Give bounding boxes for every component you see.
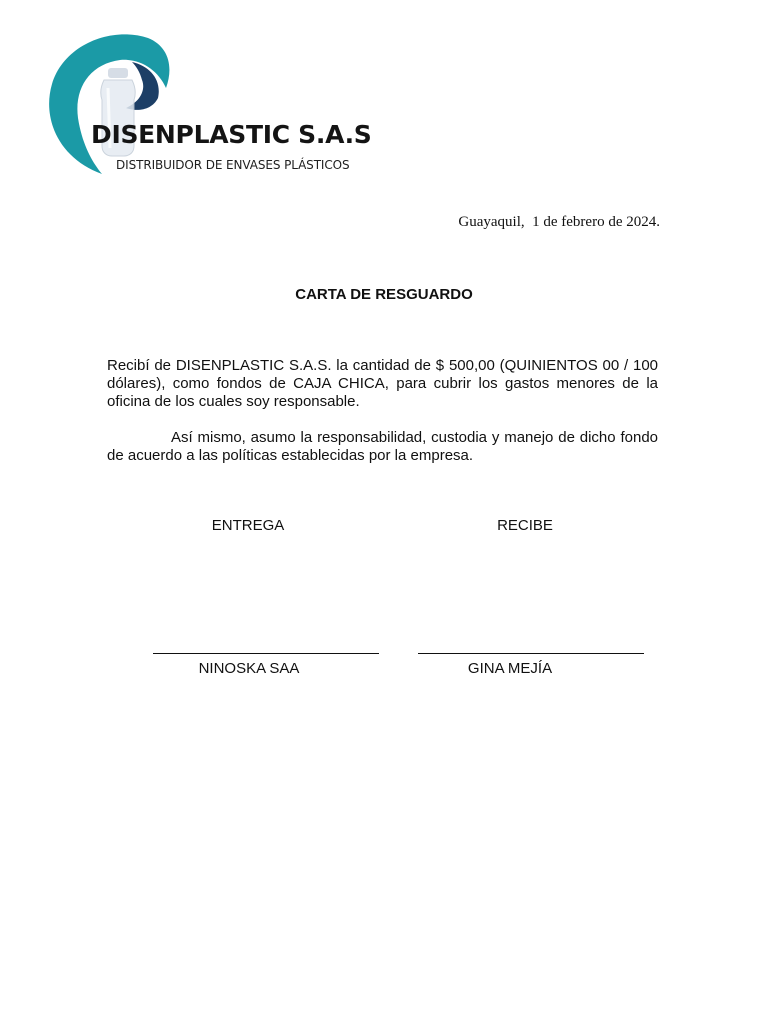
company-name: DISENPLASTIC S.A.S — [91, 120, 372, 149]
company-tagline: DISTRIBUIDOR DE ENVASES PLÁSTICOS — [116, 158, 350, 172]
role-entrega: ENTREGA — [211, 517, 285, 534]
signer-name-left: NINOSKA SAA — [198, 660, 300, 677]
signature-line-left — [153, 653, 379, 654]
body-paragraph-2: Así mismo, asumo la responsabilidad, custodia y manejo de dicho fondo de acuerdo a las políticas establecidas por la empresa. — [107, 429, 658, 464]
signature-line-right — [418, 653, 644, 654]
date-line: Guayaquil, 1 de febrero de 2024. — [458, 214, 660, 230]
document-title: CARTA DE RESGUARDO — [295, 286, 473, 303]
signer-name-right: GINA MEJÍA — [467, 660, 553, 677]
role-recibe: RECIBE — [497, 517, 553, 534]
plastic-bottle-swirl-logo-icon — [40, 26, 180, 176]
body-paragraph-1: Recibí de DISENPLASTIC S.A.S. la cantidad de $ 500,00 (QUINIENTOS 00 / 100 dólares), como fondos de CAJA CHICA, para cubrir los gastos menores de la oficina de los cuales soy responsable. — [107, 357, 658, 410]
company-logo — [40, 26, 372, 186]
